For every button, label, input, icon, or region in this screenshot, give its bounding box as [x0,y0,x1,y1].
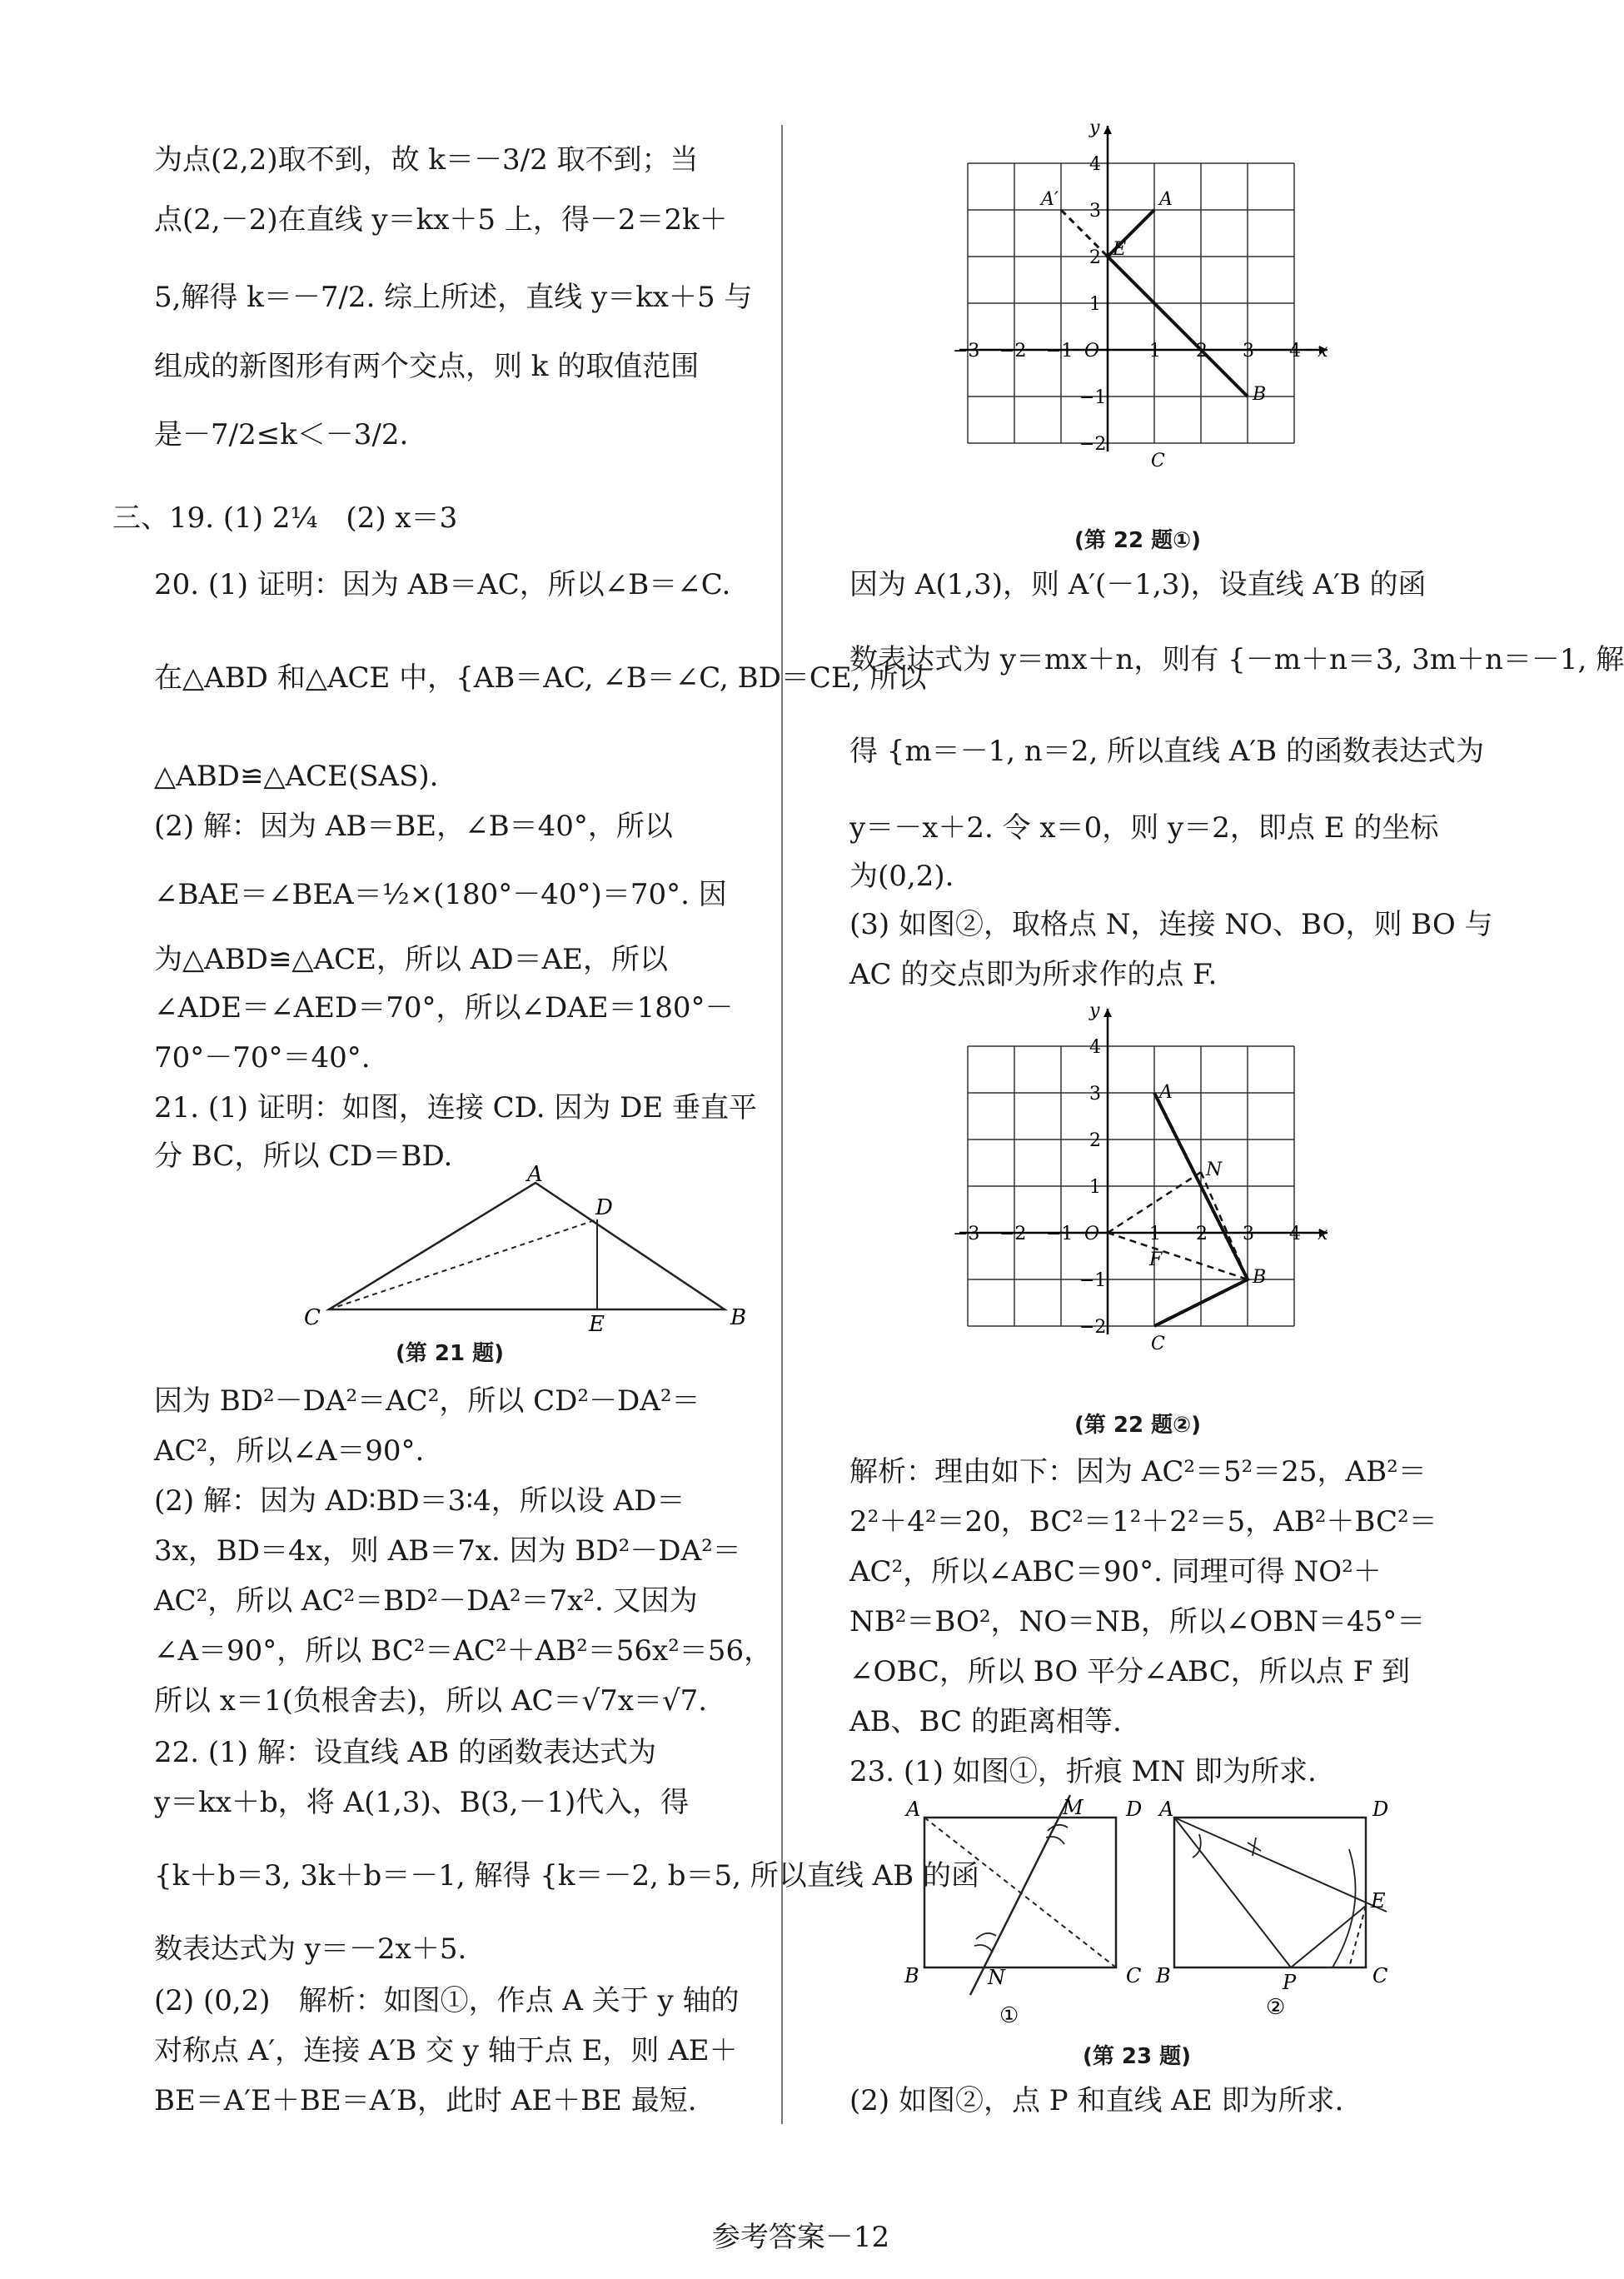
q21-line: AC²，所以∠A＝90°. [154,1434,425,1468]
x-axis-label: x [1318,1224,1328,1244]
q23-line: (2) 如图②，点 P 和直线 AE 即为所求. [849,2084,1344,2117]
q22-line: y＝kx＋b，将 A(1,3)、B(3,－1)代入，得 [154,1786,690,1819]
q22-analysis-line: ∠OBC，所以 BO 平分∠ABC，所以点 F 到 [849,1655,1410,1688]
q22-line: 22. (1) 解：设直线 AB 的函数表达式为 [154,1736,657,1769]
fig21-label-D: D [595,1195,613,1220]
text-line: 为点(2,2)取不到，故 k＝－3/2 取不到；当 [154,143,699,177]
fig23-label-B: B [904,1964,919,1987]
q21-line: 所以 x＝1(负根舍去)，所以 AC＝√7x＝√7. [154,1684,708,1718]
point-label-F: F [1149,1249,1163,1271]
fig22a-caption: (第 22 题①) [1074,528,1202,553]
q22-line: {k＋b＝3, 3k＋b＝－1, 解得 {k＝－2, b＝5, 所以直线 AB 的函 [154,1859,979,1893]
q22-analysis-line: AB、BC 的距离相等. [849,1705,1122,1738]
q22-line: BE＝A′E＋BE＝A′B，此时 AE＋BE 最短. [154,2084,697,2117]
q22-line: 对称点 A′，连接 A′B 交 y 轴于点 E，则 AE＋ [154,2034,738,2067]
point-label-C: C [1151,451,1165,471]
q21-line: 3x，BD＝4x，则 AB＝7x. 因为 BD²－DA²＝ [154,1534,741,1568]
text-line: 组成的新图形有两个交点，则 k 的取值范围 [154,350,700,383]
x-tick-label: 3 [1243,341,1254,362]
y-axis-label: y [1089,117,1100,138]
fig23-label-D: D [1126,1798,1143,1821]
point-label-A: A [1159,189,1173,210]
point-label-C: C [1151,1334,1165,1354]
fig23-sub1: ① [999,2003,1019,2028]
fig23-sub2: ② [1266,1995,1286,2020]
y-tick-label: −1 [1079,1270,1107,1291]
y-tick-label: −2 [1079,434,1107,455]
fig23-label-E: E [1371,1889,1386,1912]
x-tick-label: −3 [953,341,980,362]
q21-line: 因为 BD²－DA²＝AC²，所以 CD²－DA²＝ [154,1384,700,1418]
q22-line: 为(0,2). [849,860,954,893]
fig22b-caption: (第 22 题②) [1074,1413,1202,1438]
q22-line: y＝－x＋2. 令 x＝0，则 y＝2，即点 E 的坐标 [849,811,1439,845]
fig23-label-C: C [1126,1964,1142,1987]
q22-analysis-line: NB²＝BO²，NO＝NB，所以∠OBN＝45°＝ [849,1605,1426,1638]
q22-line: 因为 A(1,3)，则 A′(－1,3)，设直线 A′B 的函 [849,568,1427,601]
x-tick-label: 4 [1289,341,1301,362]
q20-line: ∠BAE＝∠BEA＝½×(180°－40°)＝70°. 因 [154,878,727,911]
q21-line: ∠A＝90°，所以 BC²＝AC²＋AB²＝56x²＝56， [154,1634,773,1668]
q22-line: AC 的交点即为所求作的点 F. [849,958,1218,991]
x-tick-label: −3 [953,1224,980,1244]
x-tick-label: −1 [1046,1224,1074,1244]
page-footer: 参考答案－12 [711,2221,890,2254]
column-divider [781,125,783,2124]
q20-line: (2) 解：因为 AB＝BE，∠B＝40°，所以 [154,810,673,843]
q21-line: (2) 解：因为 AD∶BD＝3∶4，所以设 AD＝ [154,1484,685,1518]
q19: 三、19. (1) 2¼ (2) x＝3 [112,501,458,535]
y-tick-label: 3 [1089,201,1101,222]
segment-N-B [1201,1172,1248,1279]
point-label-N: N [1206,1159,1223,1181]
fig23-label-A: A [906,1798,921,1821]
q22-line: (2) (0,2) 解析：如图①，作点 A 关于 y 轴的 [154,1984,740,2017]
q22-analysis-line: 解析：理由如下：因为 AC²＝5²＝25，AB²＝ [849,1455,1427,1489]
y-tick-label: 4 [1089,1037,1101,1058]
x-tick-label: 2 [1196,1224,1208,1244]
q22-line: 数表达式为 y＝mx＋n，则有 {－m＋n＝3, 3m＋n＝－1, 解 [849,643,1624,676]
q21-line: AC²，所以 AC²＝BD²－DA²＝7x². 又因为 [154,1584,698,1618]
fig23-label-M: M [1063,1796,1083,1819]
q22-analysis-line: 2²＋4²＝20，BC²＝1²＋2²＝5，AB²＋BC²＝ [849,1505,1437,1538]
y-tick-label: 1 [1089,294,1101,315]
y-tick-label: 3 [1089,1084,1101,1105]
fig23-label-B2: B [1156,1964,1171,1987]
y-tick-label: −1 [1079,387,1107,408]
q20-line: 70°－70°＝40°. [154,1041,371,1075]
point-label-B: B [1253,384,1267,405]
fig23-label-N: N [988,1966,1005,1989]
q20-line: 在△ABD 和△ACE 中，{AB＝AC, ∠B＝∠C, BD＝CE, 所以 [154,661,927,695]
q21-line: 21. (1) 证明：如图，连接 CD. 因为 DE 垂直平 [154,1091,758,1125]
y-axis-label: y [1089,1000,1100,1021]
figure-21 [304,1162,754,1337]
figure-22-1 [941,117,1374,516]
fig21-label-E: E [589,1312,605,1337]
x-tick-label: 3 [1243,1224,1254,1244]
q23-line: 23. (1) 如图①，折痕 MN 即为所求. [849,1755,1317,1788]
q20-line: 为△ABD≌△ACE，所以 AD＝AE，所以 [154,943,668,976]
x-tick-label: −2 [999,341,1027,362]
q22-line: (3) 如图②，取格点 N，连接 NO、BO，则 BO 与 [849,908,1493,941]
fig23-label-D2: D [1372,1798,1389,1821]
fig21-label-A: A [527,1162,543,1187]
origin-label: O [1084,341,1100,362]
text-line: 是－7/2≤k＜－3/2. [154,418,409,451]
q20-line: △ABD≌△ACE(SAS). [154,760,439,793]
x-tick-label: −1 [1046,341,1074,362]
fig21-label-B: B [730,1305,747,1330]
point-label-A: A [1159,1082,1173,1103]
fig23-label-C2: C [1372,1964,1388,1987]
fig21-label-C: C [304,1305,321,1330]
q22-line: 得 {m＝－1, n＝2, 所以直线 A′B 的函数表达式为 [849,735,1484,768]
q22-analysis-line: AC²，所以∠ABC＝90°. 同理可得 NO²＋ [849,1555,1382,1588]
figure-23 [899,1791,1432,2032]
x-tick-label: 1 [1149,1224,1161,1244]
text-line: 点(2,－2)在直线 y＝kx＋5 上，得－2＝2k＋ [154,203,728,237]
y-tick-label: 1 [1089,1177,1101,1198]
text-line: 5,解得 k＝－7/2. 综上所述，直线 y＝kx＋5 与 [154,281,753,314]
y-tick-label: 2 [1089,247,1101,268]
fig23-label-P: P [1283,1971,1297,1994]
y-tick-label: 2 [1089,1130,1101,1151]
y-arrow [1103,126,1112,134]
point-label-A-prime: A′ [1041,189,1059,210]
x-tick-label: 4 [1289,1224,1301,1244]
q21-line: 分 BC，所以 CD＝BD. [154,1140,453,1173]
x-axis-label: x [1318,341,1328,362]
q20-line: ∠ADE＝∠AED＝70°，所以∠DAE＝180°－ [154,991,734,1025]
fig23-caption: (第 23 题) [1083,2044,1192,2069]
q20-line: 20. (1) 证明：因为 AB＝AC，所以∠B＝∠C. [154,568,731,601]
fig23-label-A2: A [1159,1798,1174,1821]
y-tick-label: −2 [1079,1317,1107,1338]
origin-label: O [1084,1224,1100,1244]
x-tick-label: 2 [1196,341,1208,362]
x-tick-label: −2 [999,1224,1027,1244]
x-tick-label: 1 [1149,341,1161,362]
fig21-caption: (第 21 题) [396,1341,505,1366]
y-tick-label: 4 [1089,154,1101,175]
y-arrow [1103,1009,1112,1017]
q22-line: 数表达式为 y＝－2x＋5. [154,1932,467,1966]
point-label-B: B [1253,1267,1267,1288]
figure-22-2 [941,1000,1374,1408]
point-label-E: E [1113,239,1127,260]
